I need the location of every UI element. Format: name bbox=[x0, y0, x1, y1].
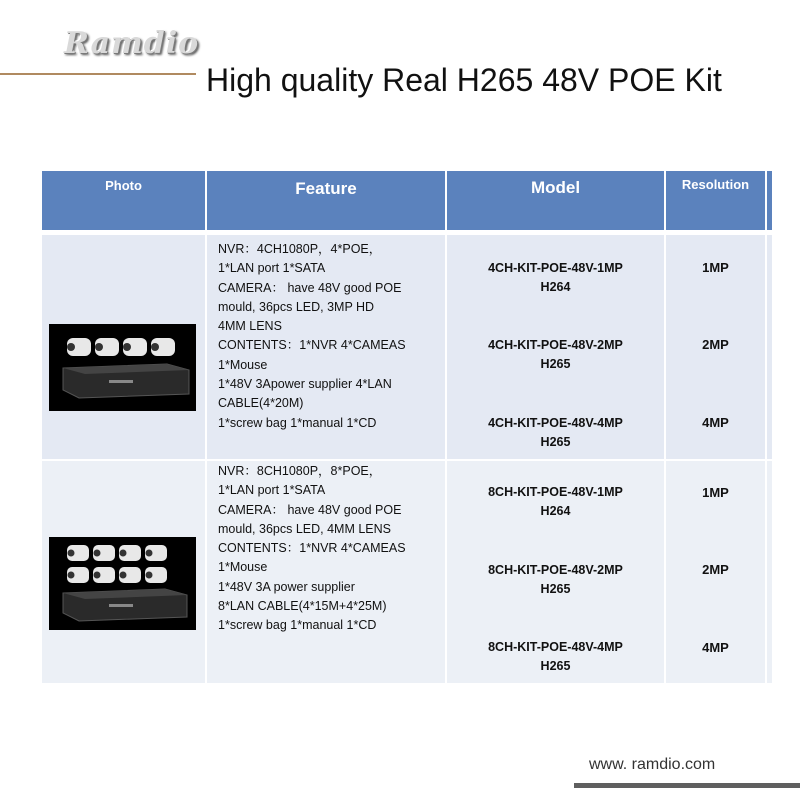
feature-line: CABLE(4*20M) bbox=[218, 396, 304, 411]
logo-text: Ramdio bbox=[64, 26, 200, 61]
feature-line: NVR：8CH1080P，8*POE， bbox=[218, 464, 382, 478]
resolution-cell bbox=[666, 461, 765, 683]
feature-line: mould, 36pcs LED, 4MM LENS bbox=[218, 521, 391, 536]
resolution-value: 1MP bbox=[702, 260, 729, 275]
model-cell bbox=[447, 461, 664, 683]
feature-line: CONTENTS：1*NVR 4*CAMEAS bbox=[218, 338, 406, 353]
feature-line: 4MM LENS bbox=[218, 319, 282, 334]
feature-line: NVR：4CH1080P，4*POE， bbox=[218, 242, 382, 256]
feature-line: 8*LAN CABLE(4*15M+4*25M) bbox=[218, 599, 387, 614]
header-resolution: Resolution bbox=[666, 171, 765, 230]
resolution-cell bbox=[666, 235, 765, 459]
feature-line: CAMERA： have 48V good POE bbox=[218, 280, 402, 295]
feature-line: 1*48V 3Apower supplier 4*LAN bbox=[218, 377, 392, 392]
feature-line: CONTENTS：1*NVR 4*CAMEAS bbox=[218, 541, 406, 556]
model-cell bbox=[447, 235, 664, 459]
model-entry: 8CH-KIT-POE-48V-4MP H265 bbox=[488, 640, 623, 673]
feature-line: 1*LAN port 1*SATA bbox=[218, 483, 326, 498]
feature-line: 1*48V 3A power supplier bbox=[218, 579, 355, 594]
header-model: Model bbox=[447, 171, 664, 230]
feature-line: 1*LAN port 1*SATA bbox=[218, 261, 326, 276]
product-table bbox=[42, 171, 772, 683]
photo-cell bbox=[42, 461, 205, 683]
photo-cell bbox=[42, 235, 205, 459]
resolution-value: 4MP bbox=[702, 640, 729, 655]
feature-line: 1*Mouse bbox=[218, 560, 268, 575]
feature-text bbox=[218, 462, 442, 636]
feature-line: 1*Mouse bbox=[218, 357, 268, 372]
feature-text bbox=[218, 240, 442, 433]
resolution-value: 1MP bbox=[702, 485, 729, 500]
model-entry: 8CH-KIT-POE-48V-1MP H264 bbox=[488, 485, 623, 518]
model-entry: 4CH-KIT-POE-48V-2MP H265 bbox=[488, 338, 623, 371]
feature-line: CAMERA： have 48V good POE bbox=[218, 502, 402, 517]
resolution-value: 2MP bbox=[702, 562, 729, 577]
nvr-8-camera-kit-photo bbox=[49, 537, 196, 630]
model-entry: 4CH-KIT-POE-48V-4MP H265 bbox=[488, 416, 623, 449]
nvr-4-camera-kit-photo bbox=[49, 324, 196, 411]
feature-cell bbox=[207, 461, 445, 683]
resolution-value: 2MP bbox=[702, 337, 729, 352]
feature-line: 1*screw bag 1*manual 1*CD bbox=[218, 618, 377, 633]
footer-rule bbox=[574, 783, 800, 788]
header-feature: Feature bbox=[207, 171, 445, 230]
model-entry: 4CH-KIT-POE-48V-1MP H264 bbox=[488, 261, 623, 294]
extra-cell bbox=[767, 461, 772, 683]
feature-cell bbox=[207, 235, 445, 459]
title-rule bbox=[0, 73, 196, 75]
header-photo: Photo bbox=[42, 171, 205, 230]
feature-line: mould, 36pcs LED, 3MP HD bbox=[218, 299, 375, 314]
resolution-value: 4MP bbox=[702, 415, 729, 430]
page-title: High quality Real H265 48V POE Kit bbox=[206, 62, 722, 98]
brand-logo bbox=[28, 12, 200, 62]
footer-url: www. ramdio.com bbox=[589, 756, 716, 773]
extra-cell bbox=[767, 235, 772, 459]
model-entry: 8CH-KIT-POE-48V-2MP H265 bbox=[488, 563, 623, 596]
header-extra bbox=[767, 171, 772, 230]
feature-line: 1*screw bag 1*manual 1*CD bbox=[218, 415, 377, 430]
